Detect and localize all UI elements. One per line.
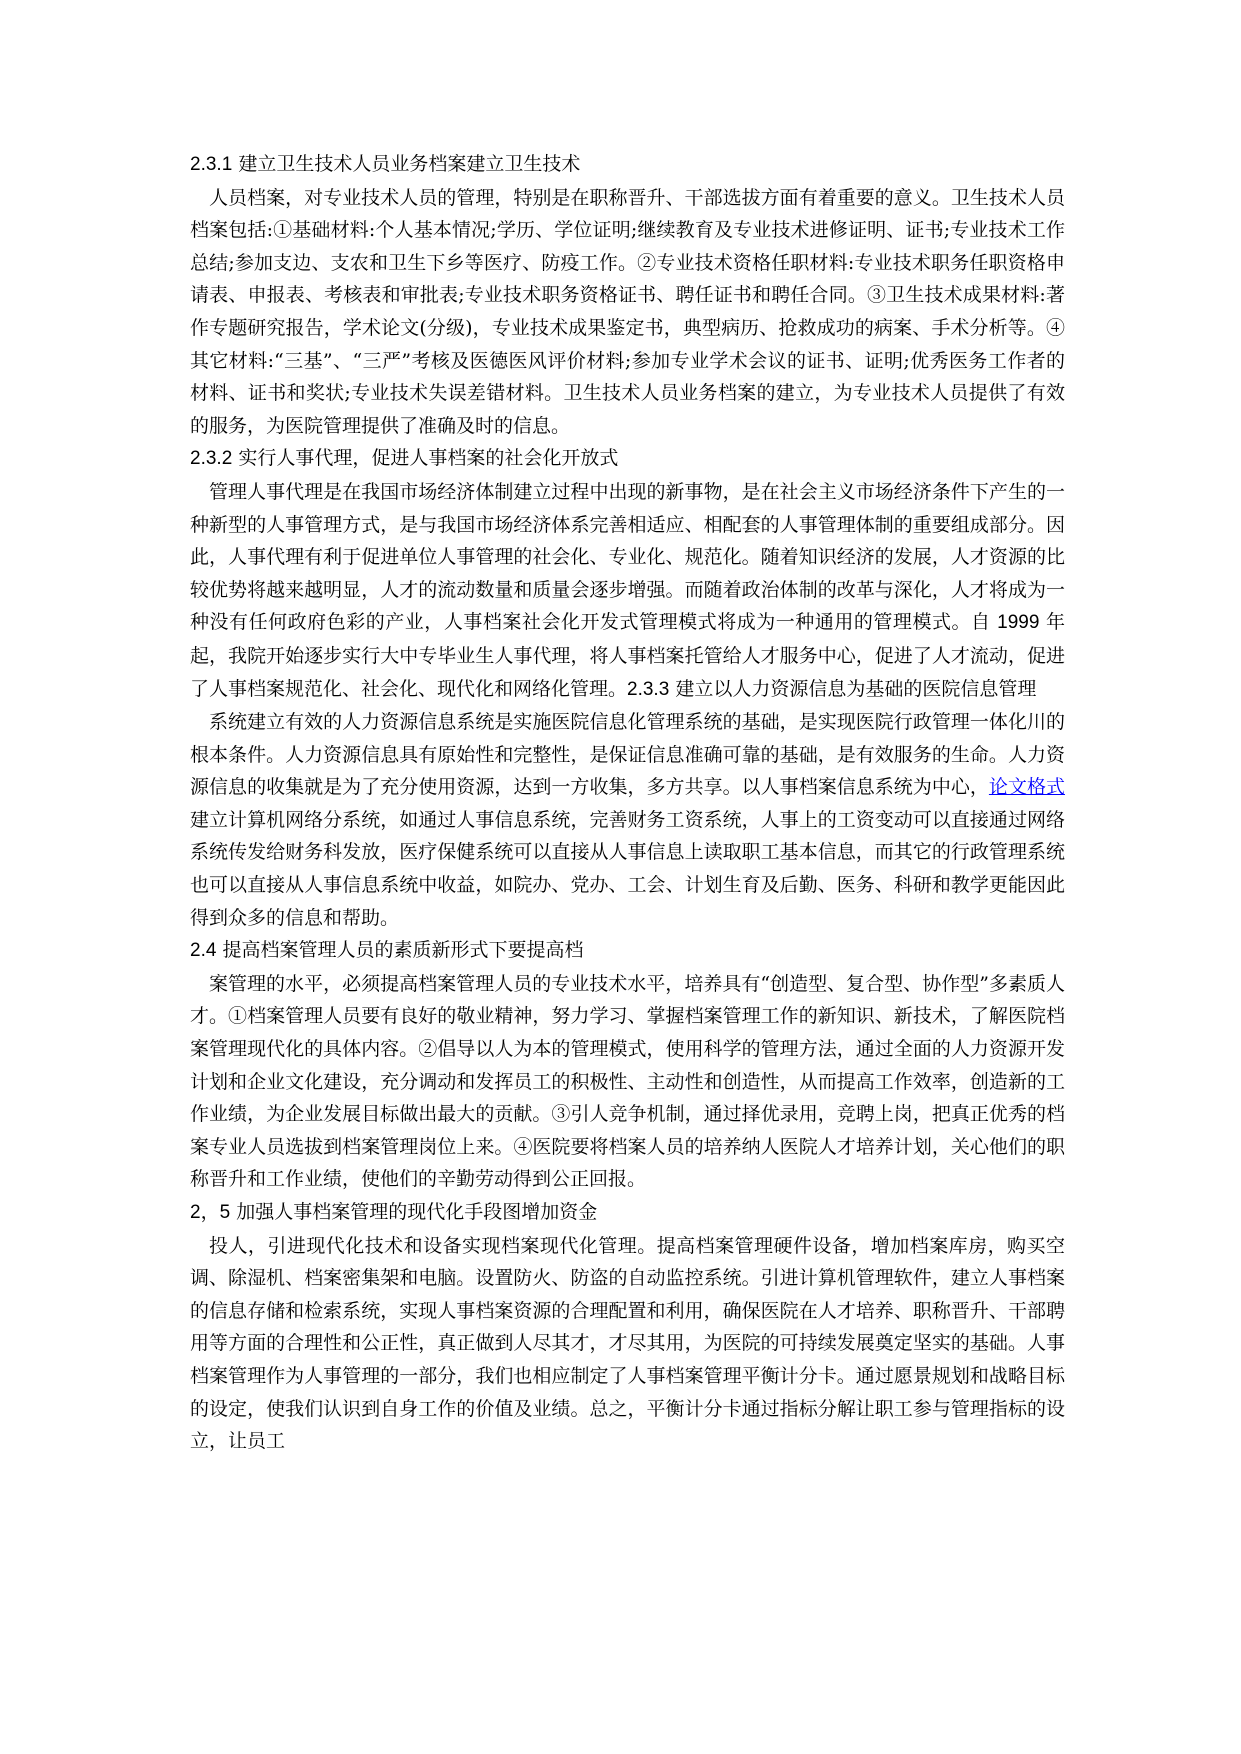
section-body-2-3-2 xyxy=(190,476,1065,706)
section-number: 2，5 xyxy=(190,1202,231,1223)
section-title: 实行人事代理，促进人事档案的社会化开放式 xyxy=(238,447,619,470)
section-body-2-4: 案管理的水平，必须提高档案管理人员的专业技术水平，培养具有“创造型、复合型、协作型”多素质人才。①档案管理人员要有良好的敬业精神，努力学习、掌握档案管理工作的新知识、新技术，了解医院档案管理现代化的具体内容。②倡导以人为本的管理模式，使用科学的管理方法，通过全面的人力资源开发计划和企业文化建设，充分调动和发挥员工的积极性、主动性和创造性，从而提高工作效率，创造新的工作业绩，为企业发展目标做出最大的贡献。③引人竞争机制，通过择优录用，竞聘上岗，把真正优秀的档案专业人员选拔到档案管理岗位上来。④医院要将档案人员的培养纳人医院人才培养计划，关心他们的职称晋升和工作业绩，使他们的辛勤劳动得到公正回报。 xyxy=(190,972,1065,1191)
body-text: 系统建立有效的人力资源信息系统是实施医院信息化管理系统的基础，是实现医院行政管理一体化川的根本条件。人力资源信息具有原始性和完整性，是保证信息准确可靠的基础，是有效服务的生命。人力资源信息的收集就是为了充分使用资源，达到一方收集，多方共享。以人事档案信息系统为中心， xyxy=(190,711,1065,799)
section-heading-2-5 xyxy=(190,1196,1065,1230)
document-page xyxy=(190,148,1065,1458)
section-number: 2.3.1 xyxy=(190,154,233,175)
section-title: 提高档案管理人员的素质新形式下要提高档 xyxy=(222,939,584,962)
body-text: 建立计算机网络分系统，如通过人事信息系统，完善财务工资系统，人事上的工资变动可以直接通过网络系统传发给财务科发放，医疗保健系统可以直接从人事信息上读取职工基本信息，而其它的行政管理系统也可以直接从人事信息系统中收益，如院办、党办、工会、计划生育及后勤、医务、科研和教学更能因此得到众多的信息和帮助。 xyxy=(190,808,1065,929)
inline-section-title: 建立以人力资源信息为基础的医院信息管理 xyxy=(675,677,1037,700)
body-text: 年起，我院开始逐步实行大中专毕业生人事代理，将人事档案托管给人才服务中心，促进了人才流动，促进了人事档案规范化、社会化、现代化和网络化管理。 xyxy=(190,611,1065,700)
section-body-2-5: 投人，引进现代化技术和设备实现档案现代化管理。提高档案管理硬件设备，增加档案库房，购买空调、除湿机、档案密集架和电脑。设置防火、防盗的自动监控系统。引进计算机管理软件，建立人事档案的信息存储和检索系统，实现人事档案资源的合理配置和利用，确保医院在人才培养、职称晋升、干部聘用等方面的合理性和公正性，真正做到人尽其才，才尽其用，为医院的可持续发展奠定坚实的基础。人事档案管理作为人事管理的一部分，我们也相应制定了人事档案管理平衡计分卡。通过愿景规划和战略目标的设定，使我们认识到自身工作的价值及业绩。总之，平衡计分卡通过指标分解让职工参与管理指标的设立，让员工 xyxy=(190,1234,1065,1453)
section-body-2-3-1: 人员档案，对专业技术人员的管理，特别是在职称晋升、干部选拔方面有着重要的意义。卫生技术人员档案包括:①基础材料:个人基本情况;学历、学位证明;继续教育及专业技术进修证明、证书;专业技术工作总结;参加支边、支农和卫生下乡等医疗、防疫工作。②专业技术资格任职材料:专业技术职务任职资格申请表、申报表、考核表和审批表;专业技术职务资格证书、聘任证书和聘任合同。③卫生技术成果材料:著作专题研究报告，学术论文(分级)，专业技术成果鉴定书，典型病历、抢救成功的病案、手术分析等。④其它材料:“三基”、“三严”考核及医德医风评价材料;参加专业学术会议的证书、证明;优秀医务工作者的材料、证书和奖状;专业技术失误差错材料。卫生技术人员业务档案的建立，为专业技术人员提供了有效的服务，为医院管理提供了准确及时的信息。 xyxy=(190,186,1065,437)
section-heading-2-3-2 xyxy=(190,442,1065,476)
section-title: 加强人事档案管理的现代化手段图增加资金 xyxy=(236,1201,598,1223)
paper-format-link[interactable]: 论文格式 xyxy=(988,776,1065,799)
section-number: 2.4 xyxy=(190,940,217,962)
inline-section-number: 2.3.3 xyxy=(627,678,670,700)
section-body-2-3-3 xyxy=(190,706,1065,934)
section-heading-2-4 xyxy=(190,934,1065,968)
section-heading-2-3-1 xyxy=(190,148,1065,182)
section-title: 建立卫生技术人员业务档案建立卫生技术 xyxy=(238,153,581,175)
year-number: 1999 xyxy=(997,612,1040,634)
section-number: 2.3.2 xyxy=(190,448,233,470)
body-text: 管理人事代理是在我国市场经济体制建立过程中出现的新事物，是在社会主义市场经济条件下产生的一种新型的人事管理方式，是与我国市场经济体系完善相适应、相配套的人事管理体制的重要组成部分。因此，人事代理有利于促进单位人事管理的社会化、专业化、规范化。随着知识经济的发展，人才资源的比较优势将越来越明显，人才的流动数量和质量会逐步增强。而随着政治体制的改革与深化，人才将成为一种没有任何政府色彩的产业，人事档案社会化开发式管理模式将成为一种通用的管理模式。自 xyxy=(190,480,1065,634)
